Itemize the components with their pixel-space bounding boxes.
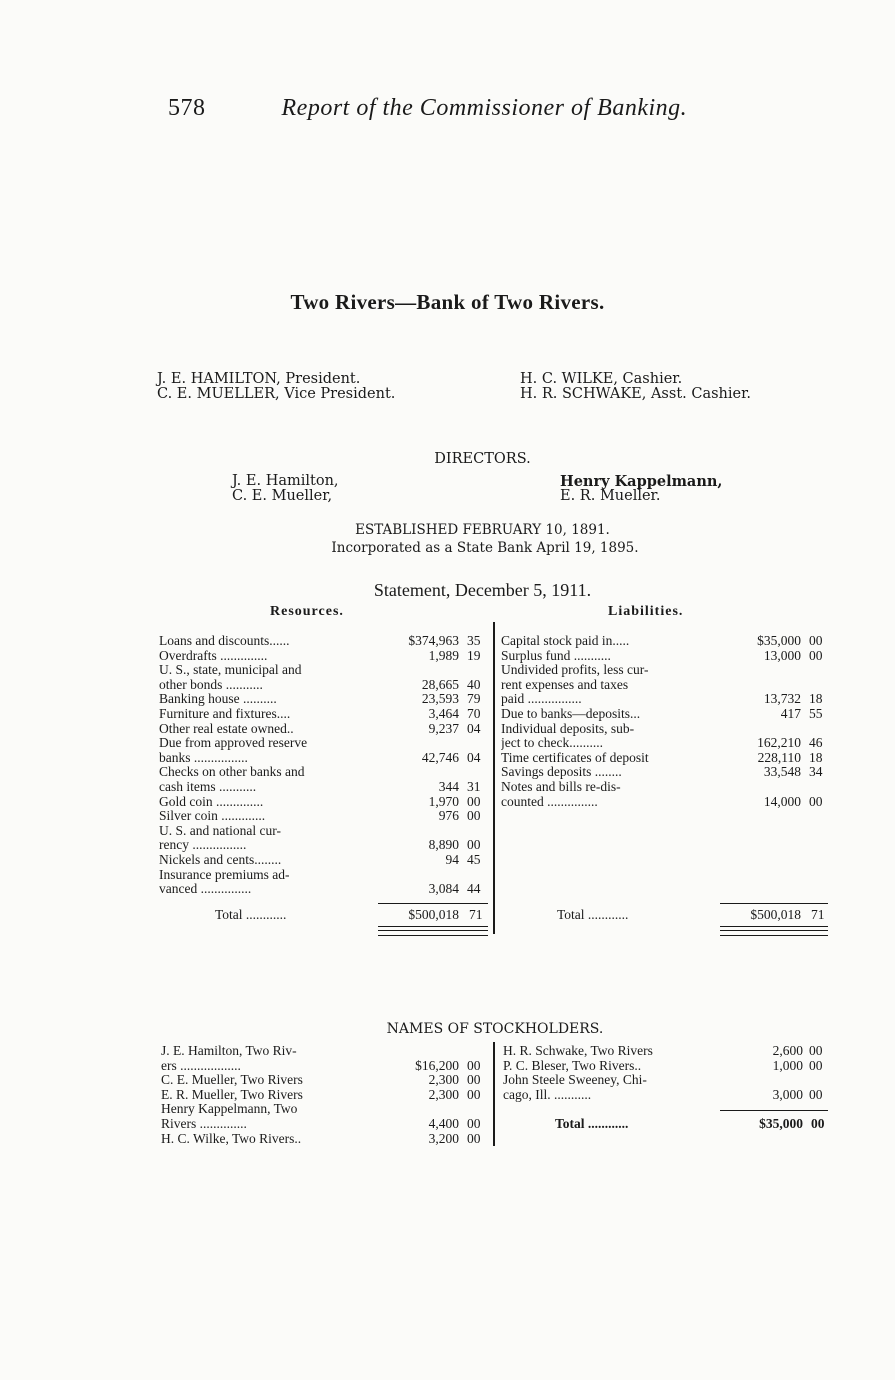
stockholder-row xyxy=(161,1073,491,1088)
row-amount: $374,963 xyxy=(408,633,459,648)
row-amount: 3,464 xyxy=(428,705,459,721)
total-cents: 71 xyxy=(469,907,483,922)
row-cents: 00 xyxy=(467,793,481,809)
row-amount: 162,210 xyxy=(757,735,801,751)
liabilities-row xyxy=(501,736,831,751)
row-amount: 344 xyxy=(438,778,459,794)
resources-row xyxy=(159,882,489,897)
resources-total-row xyxy=(159,908,489,923)
row-label: other bonds ........... xyxy=(159,677,263,692)
director-name: C. E. Mueller, xyxy=(232,488,333,504)
directors-right xyxy=(560,474,722,504)
total-amount: $35,000 xyxy=(759,1116,803,1131)
row-cents: 00 xyxy=(467,1115,481,1131)
row-label: Notes and bills re-dis- xyxy=(501,779,621,794)
resources-row xyxy=(159,824,489,839)
stockholder-row xyxy=(161,1117,491,1132)
row-label: J. E. Hamilton, Two Riv- xyxy=(161,1044,297,1058)
established-line: ESTABLISHED FEBRUARY 10, 1891. xyxy=(355,522,610,538)
bank-title: Two Rivers—Bank of Two Rivers. xyxy=(290,290,605,314)
officer-asst-cashier: H. R. SCHWAKE, Asst. Cashier. xyxy=(520,386,752,402)
resources-row xyxy=(159,809,489,824)
row-cents: 00 xyxy=(809,1086,823,1102)
row-cents: 18 xyxy=(809,691,823,707)
officer-cashier: H. C. WILKE, Cashier. xyxy=(520,371,683,387)
row-label: Silver coin ............. xyxy=(159,809,266,824)
row-label: U. S. and national cur- xyxy=(159,823,281,838)
double-rule xyxy=(378,935,488,936)
stockholder-row xyxy=(161,1059,491,1074)
liabilities-row xyxy=(501,722,831,737)
row-label: banks ................ xyxy=(159,750,248,765)
row-amount: 417 xyxy=(780,705,801,721)
stockholder-row xyxy=(503,1073,833,1088)
row-label: H. C. Wilke, Two Rivers.. xyxy=(161,1131,302,1146)
resources-row xyxy=(159,678,489,693)
resources-row xyxy=(159,853,489,868)
row-label: Henry Kappelmann, Two xyxy=(161,1102,298,1117)
officers-left xyxy=(157,372,395,402)
officer-president: J. E. HAMILTON, President. xyxy=(157,371,361,387)
total-rule xyxy=(378,903,488,904)
row-cents: 04 xyxy=(467,720,481,736)
row-cents: 19 xyxy=(467,647,481,663)
row-cents: 00 xyxy=(467,1057,481,1073)
row-amount: 2,300 xyxy=(428,1072,459,1088)
row-label: Checks on other banks and xyxy=(159,765,305,780)
row-cents: 00 xyxy=(809,633,823,648)
total-cents: 00 xyxy=(811,1116,825,1131)
liabilities-row xyxy=(501,765,831,780)
stockholder-row xyxy=(161,1132,491,1147)
liabilities-row xyxy=(501,634,831,649)
total-cents: 71 xyxy=(811,907,825,922)
row-cents: 00 xyxy=(467,1086,481,1102)
row-cents: 00 xyxy=(809,1057,823,1073)
row-label: vanced ............... xyxy=(159,882,252,897)
statement-title: Statement, December 5, 1911. xyxy=(373,580,592,600)
stockholder-row xyxy=(161,1044,491,1059)
directors-left xyxy=(232,474,339,504)
row-amount: $35,000 xyxy=(757,633,801,648)
liabilities-row xyxy=(501,780,831,795)
stockholder-row xyxy=(161,1088,491,1103)
row-cents: 34 xyxy=(809,764,823,780)
stockholder-row xyxy=(161,1102,491,1117)
row-amount: 2,300 xyxy=(428,1086,459,1102)
row-cents: 79 xyxy=(467,691,481,707)
row-amount: 3,084 xyxy=(428,881,459,897)
row-cents: 44 xyxy=(467,881,481,897)
row-label: Gold coin .............. xyxy=(159,794,264,809)
row-amount: 4,400 xyxy=(428,1115,459,1131)
row-cents: 00 xyxy=(467,1072,481,1088)
double-rule xyxy=(378,926,488,931)
total-label: Total ............ xyxy=(215,908,287,922)
row-cents: 70 xyxy=(467,705,481,721)
row-cents: 35 xyxy=(467,633,481,648)
total-label: Total ............ xyxy=(555,1117,629,1131)
row-label: Banking house .......... xyxy=(159,692,277,707)
row-amount: 1,989 xyxy=(428,647,459,663)
row-amount: 1,000 xyxy=(772,1057,803,1073)
row-label: Rivers .............. xyxy=(161,1116,247,1131)
resources-row xyxy=(159,751,489,766)
row-label: Loans and discounts...... xyxy=(159,634,290,648)
resources-heading: Resources. xyxy=(270,604,344,619)
row-label: Overdrafts .............. xyxy=(159,648,268,663)
double-rule xyxy=(720,935,828,936)
stockholders-total-row xyxy=(503,1117,833,1132)
row-cents: 00 xyxy=(467,808,481,824)
row-amount: 228,110 xyxy=(757,749,801,765)
running-title: Report of the Commissioner of Banking. xyxy=(281,95,688,121)
row-label: Surplus fund ........... xyxy=(501,648,611,663)
double-rule xyxy=(720,926,828,931)
stockholder-row xyxy=(503,1059,833,1074)
row-label: Furniture and fixtures.... xyxy=(159,706,291,721)
row-amount: 94 xyxy=(445,851,459,867)
row-cents: 31 xyxy=(467,778,481,794)
row-amount: 8,890 xyxy=(428,837,459,853)
row-amount: 33,548 xyxy=(763,764,801,780)
row-cents: 46 xyxy=(809,735,823,751)
total-amount: $500,018 xyxy=(750,907,801,922)
row-label: paid ................ xyxy=(501,692,582,707)
row-cents: 00 xyxy=(809,1043,823,1058)
row-amount: 28,665 xyxy=(421,676,459,692)
row-cents: 00 xyxy=(809,647,823,663)
resources-row xyxy=(159,795,489,810)
row-label: Due from approved reserve xyxy=(159,736,308,751)
total-amount: $500,018 xyxy=(408,907,459,922)
row-amount: 2,600 xyxy=(772,1043,803,1058)
total-rule xyxy=(720,903,828,904)
officer-vice-president: C. E. MUELLER, Vice President. xyxy=(157,386,396,402)
liabilities-row xyxy=(501,795,831,810)
row-amount: 13,732 xyxy=(763,691,801,707)
stockholders-left-table xyxy=(161,1044,491,1146)
row-amount: 1,970 xyxy=(428,793,459,809)
row-label: cago, Ill. ........... xyxy=(503,1087,592,1102)
row-label: H. R. Schwake, Two Rivers xyxy=(503,1044,653,1058)
row-cents: 00 xyxy=(467,1130,481,1146)
row-label: P. C. Bleser, Two Rivers.. xyxy=(503,1058,642,1073)
liabilities-table xyxy=(501,634,831,809)
resources-row xyxy=(159,736,489,751)
row-label: C. E. Mueller, Two Rivers xyxy=(161,1073,303,1088)
total-rule xyxy=(720,1110,828,1111)
stockholders-right-table xyxy=(503,1044,833,1102)
row-amount: $16,200 xyxy=(415,1057,459,1073)
row-label: Nickels and cents........ xyxy=(159,852,282,867)
running-header xyxy=(168,95,687,122)
resources-row xyxy=(159,634,489,649)
column-divider xyxy=(493,622,495,934)
row-cents: 00 xyxy=(809,793,823,809)
row-label: counted ............... xyxy=(501,794,598,809)
liabilities-total-row xyxy=(501,908,831,923)
row-cents: 45 xyxy=(467,851,481,867)
liabilities-row xyxy=(501,649,831,664)
row-amount: 42,746 xyxy=(421,749,459,765)
liabilities-heading: Liabilities. xyxy=(608,604,684,619)
liabilities-row xyxy=(501,692,831,707)
director-name: Henry Kappelmann, xyxy=(560,473,723,490)
resources-row xyxy=(159,663,489,678)
page-number: 578 xyxy=(168,95,206,121)
liabilities-row xyxy=(501,751,831,766)
row-label: ject to check.......... xyxy=(501,736,603,751)
row-cents: 40 xyxy=(467,676,481,692)
row-amount: 3,000 xyxy=(772,1086,803,1102)
officers-right xyxy=(520,372,751,402)
stockholders-heading: NAMES OF STOCKHOLDERS. xyxy=(386,1021,604,1037)
row-amount: 976 xyxy=(438,808,459,824)
resources-row xyxy=(159,765,489,780)
resources-row xyxy=(159,838,489,853)
row-label: Savings deposits ........ xyxy=(501,765,622,780)
row-label: Time certificates of deposit xyxy=(501,750,649,765)
director-name: E. R. Mueller. xyxy=(560,488,661,504)
director-name: J. E. Hamilton, xyxy=(232,473,339,489)
total-label: Total ............ xyxy=(557,908,629,922)
resources-row xyxy=(159,722,489,737)
row-amount: 14,000 xyxy=(763,793,801,809)
row-cents: 55 xyxy=(809,705,823,721)
row-label: rent expenses and taxes xyxy=(501,677,629,692)
stockholder-row xyxy=(503,1088,833,1103)
resources-row xyxy=(159,692,489,707)
row-amount: 3,200 xyxy=(428,1130,459,1146)
row-label: John Steele Sweeney, Chi- xyxy=(503,1073,647,1088)
liabilities-row xyxy=(501,707,831,722)
row-amount: 9,237 xyxy=(428,720,459,736)
row-label: Due to banks—deposits... xyxy=(501,706,641,721)
resources-row xyxy=(159,868,489,883)
row-cents: 04 xyxy=(467,749,481,765)
row-cents: 18 xyxy=(809,749,823,765)
row-label: Undivided profits, less cur- xyxy=(501,663,649,678)
row-cents: 00 xyxy=(467,837,481,853)
row-label: U. S., state, municipal and xyxy=(159,663,302,678)
resources-row xyxy=(159,649,489,664)
stockholder-row xyxy=(503,1044,833,1059)
resources-row xyxy=(159,707,489,722)
row-label: Insurance premiums ad- xyxy=(159,867,290,882)
row-amount: 23,593 xyxy=(421,691,459,707)
row-label: ers .................. xyxy=(161,1058,241,1073)
incorporated-line: Incorporated as a State Bank April 19, 1895. xyxy=(331,540,639,556)
resources-row xyxy=(159,780,489,795)
resources-table xyxy=(159,634,489,897)
directors-heading: DIRECTORS. xyxy=(434,451,531,467)
row-label: rency ................ xyxy=(159,838,247,853)
liabilities-row xyxy=(501,663,831,678)
row-amount: 13,000 xyxy=(763,647,801,663)
row-label: Capital stock paid in..... xyxy=(501,634,630,648)
row-label: E. R. Mueller, Two Rivers xyxy=(161,1087,303,1102)
row-label: cash items ........... xyxy=(159,779,257,794)
row-label: Individual deposits, sub- xyxy=(501,721,635,736)
row-label: Other real estate owned.. xyxy=(159,721,294,736)
stockholders-divider xyxy=(493,1042,495,1146)
liabilities-row xyxy=(501,678,831,693)
